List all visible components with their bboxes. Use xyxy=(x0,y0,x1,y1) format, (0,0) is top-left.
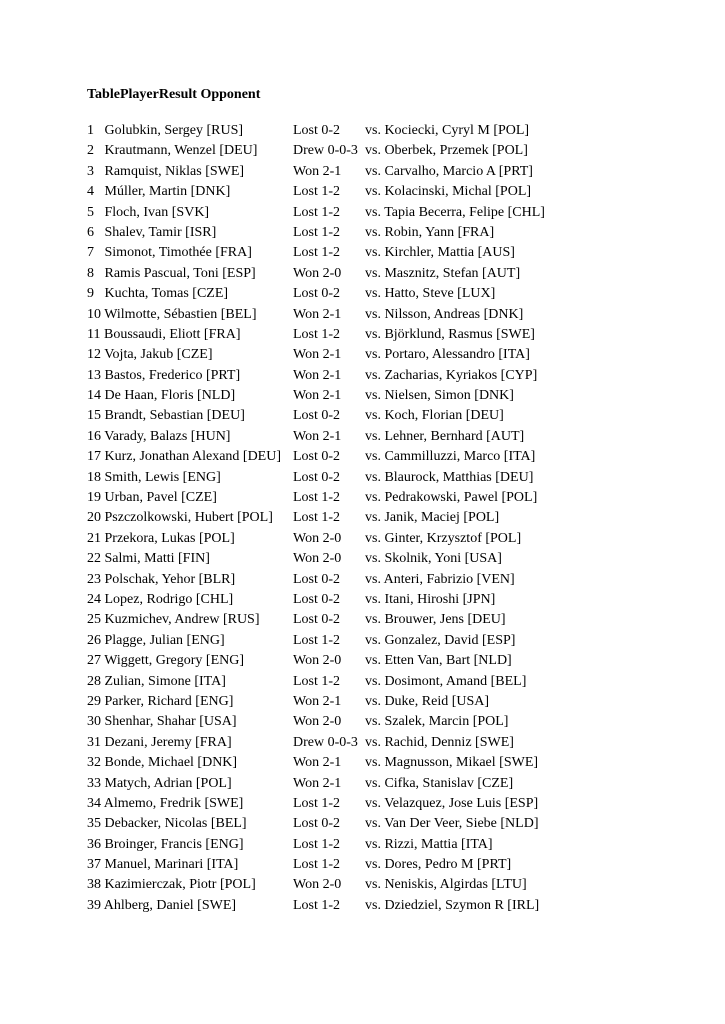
row-table-and-player xyxy=(87,264,256,284)
row-table-and-player xyxy=(87,406,245,426)
table-number: 9 xyxy=(87,286,94,302)
opponent-name: vs. Van Der Veer, Siebe [NLD] xyxy=(365,816,539,832)
table-row xyxy=(87,896,707,916)
match-result: Won 2-1 xyxy=(293,755,342,771)
table-row xyxy=(87,284,707,304)
table-row xyxy=(87,264,707,284)
table-number: 36 xyxy=(87,836,101,852)
match-result: Lost 1-2 xyxy=(293,224,341,240)
match-result: Lost 1-2 xyxy=(293,204,341,220)
table-row xyxy=(87,733,707,753)
table-number: 7 xyxy=(87,245,94,261)
player-name: Smith, Lewis [ENG] xyxy=(104,469,221,485)
table-number: 27 xyxy=(87,653,101,669)
player-name: Wiggett, Gregory [ENG] xyxy=(104,653,245,669)
header-opponent: Opponent xyxy=(200,87,261,102)
opponent-name: vs. Carvalho, Marcio A [PRT] xyxy=(365,163,533,179)
row-table-and-player xyxy=(87,672,226,692)
table-number: 19 xyxy=(87,490,101,506)
table-number: 39 xyxy=(87,897,101,913)
opponent-name: vs. Portaro, Alessandro [ITA] xyxy=(365,347,530,363)
table-row xyxy=(87,794,707,814)
player-name: Vojta, Jakub [CZE] xyxy=(104,347,213,363)
player-name: Zulian, Simone [ITA] xyxy=(104,673,226,689)
match-result: Lost 0-2 xyxy=(293,612,341,628)
match-result: Lost 0-2 xyxy=(293,571,341,587)
player-name: Ramis Pascual, Toni [ESP] xyxy=(104,265,256,281)
player-name: Almemo, Fredrik [SWE] xyxy=(103,795,244,811)
table-number: 4 xyxy=(87,184,94,200)
row-table-and-player xyxy=(87,488,217,508)
table-row xyxy=(87,508,707,528)
player-name: Przekora, Lukas [POL] xyxy=(104,530,235,546)
opponent-name: vs. Koch, Florian [DEU] xyxy=(365,408,504,424)
player-name: Simonot, Timothée [FRA] xyxy=(104,245,252,261)
row-table-and-player xyxy=(87,121,243,141)
player-name: Parker, Richard [ENG] xyxy=(104,693,234,709)
opponent-name: vs. Dosimont, Amand [BEL] xyxy=(365,673,527,689)
table-row xyxy=(87,672,707,692)
row-table-and-player xyxy=(87,508,273,528)
row-table-and-player xyxy=(87,712,237,732)
opponent-name: vs. Hatto, Steve [LUX] xyxy=(365,286,496,302)
opponent-name: vs. Itani, Hiroshi [JPN] xyxy=(365,591,496,607)
table-row xyxy=(87,203,707,223)
table-number: 26 xyxy=(87,632,101,648)
opponent-name: vs. Zacharias, Kyriakos [CYP] xyxy=(365,367,538,383)
table-number: 3 xyxy=(87,163,94,179)
row-table-and-player xyxy=(87,427,230,447)
match-result: Lost 1-2 xyxy=(293,673,341,689)
opponent-name: vs. Kolacinski, Michal [POL] xyxy=(365,184,532,200)
table-number: 21 xyxy=(87,530,101,546)
table-row xyxy=(87,447,707,467)
table-number: 18 xyxy=(87,469,101,485)
opponent-name: vs. Gonzalez, David [ESP] xyxy=(365,632,516,648)
player-name: Matych, Adrian [POL] xyxy=(104,775,232,791)
table-number: 28 xyxy=(87,673,101,689)
opponent-name: vs. Cifka, Stanislav [CZE] xyxy=(365,775,514,791)
row-table-and-player xyxy=(87,366,240,386)
opponent-name: vs. Rachid, Denniz [SWE] xyxy=(365,734,514,750)
match-result: Won 2-0 xyxy=(293,653,342,669)
opponent-name: vs. Anteri, Fabrizio [VEN] xyxy=(365,571,515,587)
opponent-name: vs. Magnusson, Mikael [SWE] xyxy=(365,755,539,771)
table-number: 22 xyxy=(87,551,101,567)
match-result: Lost 1-2 xyxy=(293,490,341,506)
match-result: Lost 0-2 xyxy=(293,591,341,607)
table-number: 16 xyxy=(87,428,101,444)
row-table-and-player xyxy=(87,774,232,794)
player-name: Shenhar, Shahar [USA] xyxy=(104,714,237,730)
table-row xyxy=(87,121,707,141)
row-table-and-player xyxy=(87,162,244,182)
table-row xyxy=(87,162,707,182)
opponent-name: vs. Dores, Pedro M [PRT] xyxy=(365,857,512,873)
player-name: Ahlberg, Daniel [SWE] xyxy=(103,897,237,913)
table-number: 30 xyxy=(87,714,101,730)
table-number: 23 xyxy=(87,571,101,587)
row-table-and-player xyxy=(87,896,236,916)
match-result: Won 2-1 xyxy=(293,693,342,709)
match-result: Lost 1-2 xyxy=(293,245,341,261)
row-table-and-player xyxy=(87,794,243,814)
table-number: 20 xyxy=(87,510,101,526)
match-result: Lost 1-2 xyxy=(293,836,341,852)
match-result: Won 2-1 xyxy=(293,388,342,404)
table-row xyxy=(87,345,707,365)
opponent-name: vs. Skolnik, Yoni [USA] xyxy=(365,551,502,567)
table-number: 35 xyxy=(87,816,101,832)
opponent-name: vs. Ginter, Krzysztof [POL] xyxy=(365,530,522,546)
player-name: Plagge, Julian [ENG] xyxy=(104,632,225,648)
table-number: 37 xyxy=(87,857,101,873)
row-table-and-player xyxy=(87,305,257,325)
match-result: Won 2-1 xyxy=(293,367,342,383)
opponent-name: vs. Lehner, Bernhard [AUT] xyxy=(365,428,525,444)
player-name: Kazimierczak, Piotr [POL] xyxy=(104,877,256,893)
match-result: Lost 0-2 xyxy=(293,816,341,832)
table-row xyxy=(87,570,707,590)
table-number: 11 xyxy=(87,326,101,342)
opponent-name: vs. Oberbek, Przemek [POL] xyxy=(365,143,528,159)
row-table-and-player xyxy=(87,753,237,773)
opponent-name: vs. Robin, Yann [FRA] xyxy=(365,224,495,240)
opponent-name: vs. Nielsen, Simon [DNK] xyxy=(365,388,514,404)
match-result: Won 2-1 xyxy=(293,306,342,322)
table-number: 6 xyxy=(87,224,94,240)
row-table-and-player xyxy=(87,223,216,243)
table-row xyxy=(87,814,707,834)
match-result: Lost 1-2 xyxy=(293,326,341,342)
row-table-and-player xyxy=(87,243,252,263)
table-row xyxy=(87,549,707,569)
match-result: Won 2-0 xyxy=(293,530,342,546)
opponent-name: vs. Cammilluzzi, Marco [ITA] xyxy=(365,449,536,465)
row-table-and-player xyxy=(87,203,209,223)
column-header-row xyxy=(87,85,260,105)
table-number: 2 xyxy=(87,143,94,159)
player-name: Kuzmichev, Andrew [RUS] xyxy=(104,612,260,628)
row-table-and-player xyxy=(87,447,281,467)
row-table-and-player xyxy=(87,284,228,304)
table-number: 15 xyxy=(87,408,101,424)
player-name: Dezani, Jeremy [FRA] xyxy=(104,734,232,750)
table-row xyxy=(87,427,707,447)
row-table-and-player xyxy=(87,468,221,488)
match-result: Won 2-0 xyxy=(293,714,342,730)
match-result: Lost 1-2 xyxy=(293,857,341,873)
table-row xyxy=(87,610,707,630)
opponent-name: vs. Duke, Reid [USA] xyxy=(365,693,490,709)
table-row xyxy=(87,223,707,243)
match-result: Lost 0-2 xyxy=(293,469,341,485)
match-result: Won 2-0 xyxy=(293,265,342,281)
match-result: Won 2-1 xyxy=(293,428,342,444)
match-result: Lost 1-2 xyxy=(293,632,341,648)
table-row xyxy=(87,182,707,202)
row-table-and-player xyxy=(87,855,238,875)
row-table-and-player xyxy=(87,182,230,202)
table-row xyxy=(87,366,707,386)
row-table-and-player xyxy=(87,651,244,671)
table-row xyxy=(87,488,707,508)
row-table-and-player xyxy=(87,549,210,569)
table-number: 34 xyxy=(87,795,101,811)
table-number: 13 xyxy=(87,367,101,383)
player-name: De Haan, Floris [NLD] xyxy=(104,388,236,404)
match-result: Lost 1-2 xyxy=(293,510,341,526)
player-name: Bonde, Michael [DNK] xyxy=(104,755,238,771)
row-table-and-player xyxy=(87,610,260,630)
table-number: 5 xyxy=(87,204,94,220)
table-row xyxy=(87,141,707,161)
opponent-name: vs. Neniskis, Algirdas [LTU] xyxy=(365,877,527,893)
table-row xyxy=(87,305,707,325)
table-number: 33 xyxy=(87,775,101,791)
match-result: Lost 1-2 xyxy=(293,184,341,200)
header-table: Table xyxy=(87,87,120,102)
match-result: Won 2-1 xyxy=(293,163,342,179)
match-result: Lost 0-2 xyxy=(293,408,341,424)
row-table-and-player xyxy=(87,590,233,610)
table-row xyxy=(87,753,707,773)
row-table-and-player xyxy=(87,733,232,753)
player-name: Broinger, Francis [ENG] xyxy=(104,836,244,852)
opponent-name: vs. Blaurock, Matthias [DEU] xyxy=(365,469,534,485)
player-name: Wilmotte, Sébastien [BEL] xyxy=(104,306,257,322)
table-row xyxy=(87,774,707,794)
row-table-and-player xyxy=(87,141,257,161)
table-number: 12 xyxy=(87,347,101,363)
table-number: 17 xyxy=(87,449,101,465)
player-name: Boussaudi, Eliott [FRA] xyxy=(103,326,241,342)
table-number: 31 xyxy=(87,734,101,750)
table-row xyxy=(87,875,707,895)
table-number: 29 xyxy=(87,693,101,709)
player-name: Golubkin, Sergey [RUS] xyxy=(104,123,244,138)
match-result: Lost 0-2 xyxy=(293,286,341,302)
row-table-and-player xyxy=(87,386,235,406)
opponent-name: vs. Rizzi, Mattia [ITA] xyxy=(365,836,493,852)
opponent-name: vs. Tapia Becerra, Felipe [CHL] xyxy=(365,204,545,220)
table-number: 10 xyxy=(87,306,101,322)
row-table-and-player xyxy=(87,814,247,834)
table-row xyxy=(87,468,707,488)
player-name: Shalev, Tamir [ISR] xyxy=(104,224,217,240)
match-result: Drew 0-0-3 xyxy=(293,143,358,159)
table-row xyxy=(87,325,707,345)
row-table-and-player xyxy=(87,345,212,365)
opponent-name: vs. Björklund, Rasmus [SWE] xyxy=(365,326,535,342)
player-name: Floch, Ivan [SVK] xyxy=(104,204,210,220)
player-name: Kuchta, Tomas [CZE] xyxy=(104,286,229,302)
player-name: Debacker, Nicolas [BEL] xyxy=(104,816,247,832)
player-name: Bastos, Frederico [PRT] xyxy=(104,367,241,383)
table-row xyxy=(87,712,707,732)
match-result: Won 2-0 xyxy=(293,551,342,567)
table-row xyxy=(87,243,707,263)
opponent-name: vs. Kirchler, Mattia [AUS] xyxy=(365,245,515,261)
row-table-and-player xyxy=(87,325,241,345)
table-number: 25 xyxy=(87,612,101,628)
table-number: 24 xyxy=(87,591,101,607)
player-name: Múller, Martin [DNK] xyxy=(104,184,231,200)
table-row xyxy=(87,590,707,610)
row-table-and-player xyxy=(87,631,225,651)
opponent-name: vs. Kociecki, Cyryl M [POL] xyxy=(365,123,530,138)
table-row xyxy=(87,835,707,855)
match-result: Won 2-0 xyxy=(293,877,342,893)
row-table-and-player xyxy=(87,570,235,590)
row-table-and-player xyxy=(87,835,244,855)
player-name: Krautmann, Wenzel [DEU] xyxy=(104,143,258,159)
match-result: Lost 1-2 xyxy=(293,795,341,811)
opponent-name: vs. Etten Van, Bart [NLD] xyxy=(365,653,512,669)
match-result: Lost 0-2 xyxy=(293,123,341,138)
header-result: Result xyxy=(158,87,197,102)
opponent-name: vs. Masznitz, Stefan [AUT] xyxy=(365,265,521,281)
opponent-name: vs. Dziedziel, Szymon R [IRL] xyxy=(365,897,540,913)
opponent-name: vs. Nilsson, Andreas [DNK] xyxy=(365,306,524,322)
player-name: Ramquist, Niklas [SWE] xyxy=(104,163,245,179)
table-row xyxy=(87,855,707,875)
player-name: Pszczolkowski, Hubert [POL] xyxy=(104,510,273,526)
table-row xyxy=(87,631,707,651)
row-table-and-player xyxy=(87,875,256,895)
results-list xyxy=(87,121,707,916)
match-result: Drew 0-0-3 xyxy=(293,734,358,750)
header-player: Player xyxy=(119,87,159,102)
table-number: 1 xyxy=(87,123,94,138)
player-name: Lopez, Rodrigo [CHL] xyxy=(104,591,234,607)
player-name: Salmi, Matti [FIN] xyxy=(104,551,210,567)
match-result: Won 2-1 xyxy=(293,775,342,791)
table-number: 8 xyxy=(87,265,94,281)
row-table-and-player xyxy=(87,692,233,712)
opponent-name: vs. Velazquez, Jose Luis [ESP] xyxy=(365,795,539,811)
table-number: 32 xyxy=(87,755,101,771)
row-table-and-player xyxy=(87,529,235,549)
table-row xyxy=(87,529,707,549)
table-row xyxy=(87,406,707,426)
match-result: Won 2-1 xyxy=(293,347,342,363)
table-row xyxy=(87,386,707,406)
opponent-name: vs. Pedrakowski, Pawel [POL] xyxy=(365,490,538,506)
opponent-name: vs. Brouwer, Jens [DEU] xyxy=(365,612,506,628)
table-row xyxy=(87,692,707,712)
player-name: Manuel, Marinari [ITA] xyxy=(104,857,239,873)
player-name: Varady, Balazs [HUN] xyxy=(104,428,231,444)
opponent-name: vs. Janik, Maciej [POL] xyxy=(365,510,500,526)
match-result: Lost 1-2 xyxy=(293,897,341,913)
player-name: Brandt, Sebastian [DEU] xyxy=(104,408,245,424)
table-number: 14 xyxy=(87,388,101,404)
table-number: 38 xyxy=(87,877,101,893)
player-name: Urban, Pavel [CZE] xyxy=(104,490,217,506)
player-name: Polschak, Yehor [BLR] xyxy=(104,571,236,587)
match-result: Lost 0-2 xyxy=(293,449,341,465)
table-row xyxy=(87,651,707,671)
player-name: Kurz, Jonathan Alexand [DEU] xyxy=(104,449,282,465)
opponent-name: vs. Szalek, Marcin [POL] xyxy=(365,714,509,730)
